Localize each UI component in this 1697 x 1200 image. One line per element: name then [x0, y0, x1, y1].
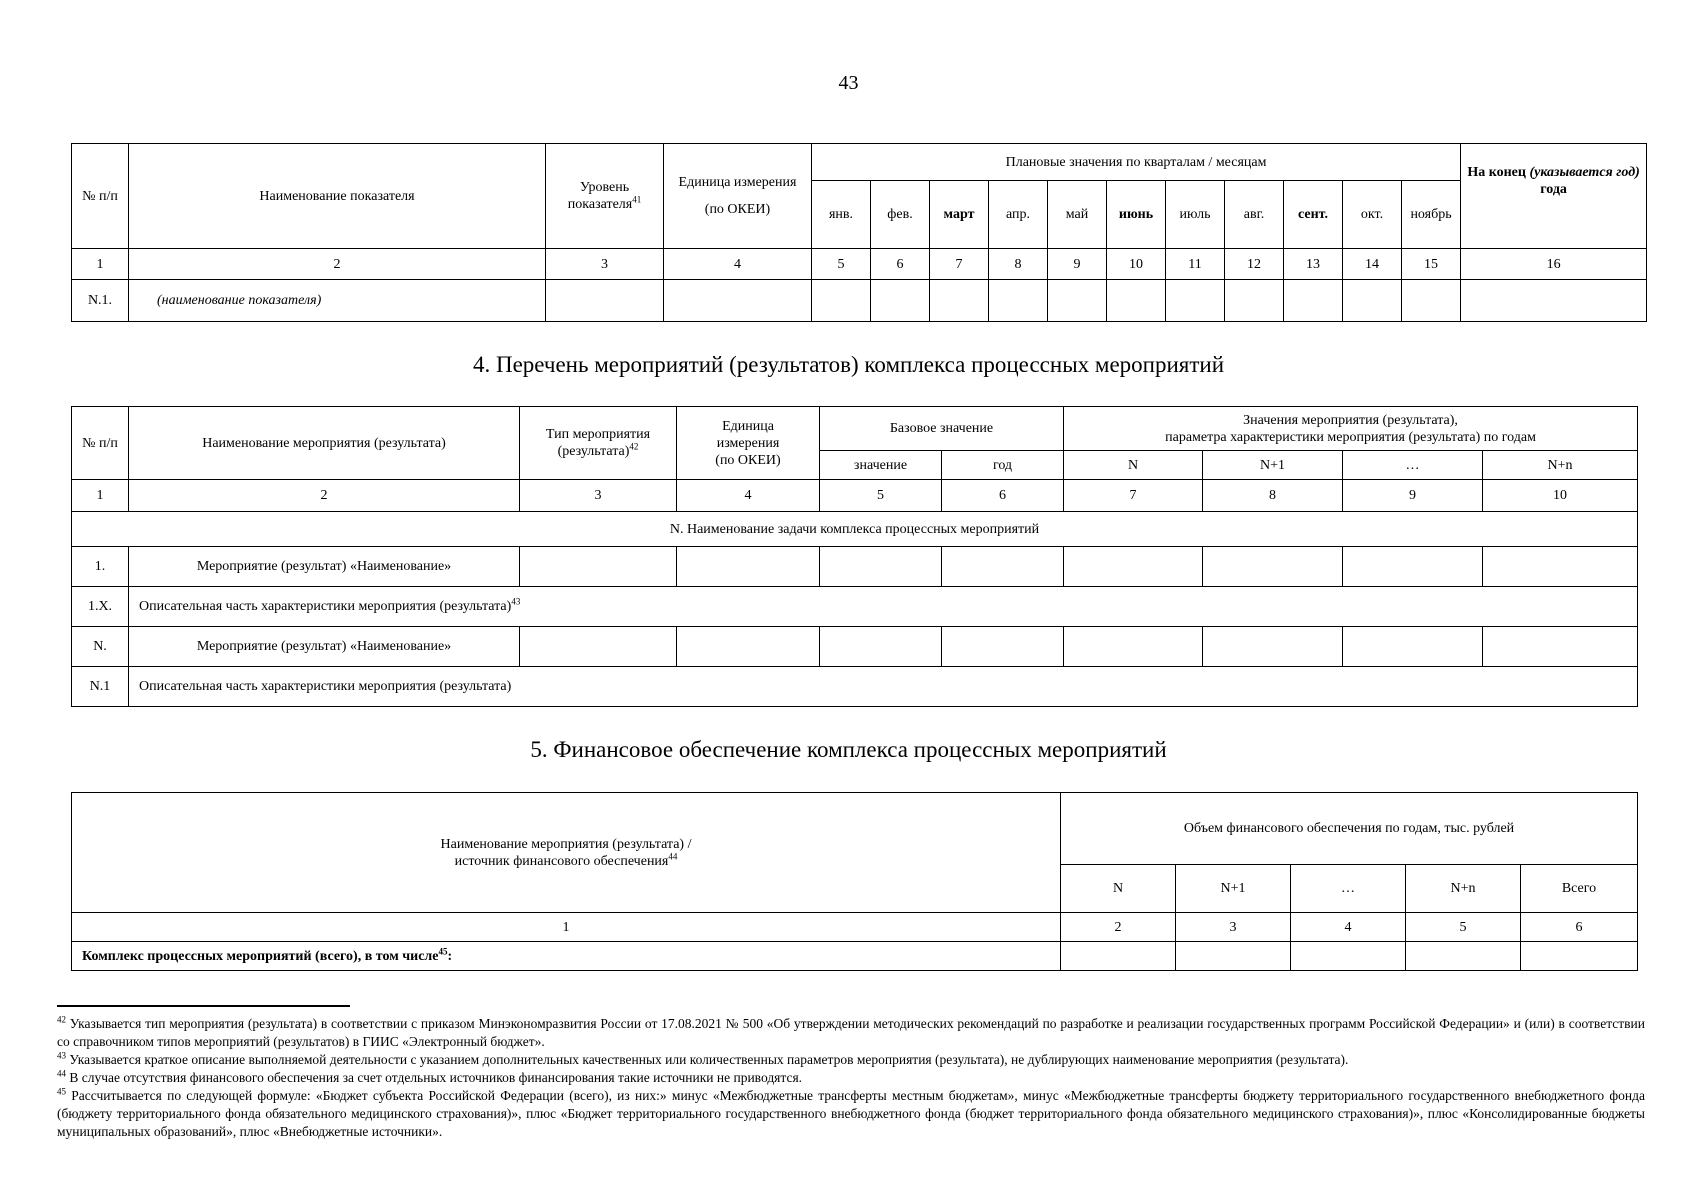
header-month: апр. [989, 181, 1048, 249]
cell [1461, 280, 1647, 322]
footnote: $^{42}$ Указывается тип мероприятия (результата) в соответствии с приказом Минэкономразвития России от 17.08.2021 № 500 «Об утверждении методических рекомендаций по разработке и реализации государственных программ Российской Федерации» и (или) в соответствии со справочником типов мероприятий (результатов) в ГИИС «Электронный бюджет». [57, 1014, 1645, 1049]
header-end-of-year: На конец (указывается год) года [1461, 144, 1647, 249]
header-year: N+1 [1176, 865, 1291, 913]
header-month: окт. [1343, 181, 1402, 249]
cell [1406, 942, 1521, 971]
task-row: N. Наименование задачи комплекса процессных мероприятий [72, 512, 1638, 547]
header-num: № п/п [72, 407, 129, 480]
row-num: N.1 [72, 667, 129, 707]
column-number: 15 [1402, 249, 1461, 280]
cell [1064, 627, 1203, 667]
header-year: N+n [1406, 865, 1521, 913]
header-year: … [1291, 865, 1406, 913]
header-month: май [1048, 181, 1107, 249]
header-base-value-value: значение [820, 451, 942, 480]
header-base-value-year: год [942, 451, 1064, 480]
section-4-title: 4. Перечень мероприятий (результатов) комплекса процессных мероприятий [472, 352, 1225, 377]
row-description: Описательная часть характеристики мероприятия (результата) [129, 667, 1638, 707]
header-financing-volume: Объем финансового обеспечения по годам, тыс. рублей [1061, 793, 1638, 865]
cell [520, 547, 677, 587]
cell [1402, 280, 1461, 322]
header-year: N [1064, 451, 1203, 480]
cell [930, 280, 989, 322]
column-number: 8 [989, 249, 1048, 280]
measures-table [71, 406, 1638, 707]
row-indicator-name: (наименование показателя) [129, 280, 546, 322]
column-number: 6 [1521, 913, 1638, 942]
column-number: 3 [546, 249, 664, 280]
cell [1291, 942, 1406, 971]
cell [1064, 547, 1203, 587]
column-number: 9 [1343, 480, 1483, 512]
cell [1343, 547, 1483, 587]
header-year: Всего [1521, 865, 1638, 913]
column-number: 9 [1048, 249, 1107, 280]
column-number: 2 [129, 480, 520, 512]
header-measure-type: Тип мероприятия (результата)$^{42}$ [520, 407, 677, 480]
column-number: 1 [72, 913, 1061, 942]
cell [942, 627, 1064, 667]
cell [546, 280, 664, 322]
header-month: фев. [871, 181, 930, 249]
header-month: июнь [1107, 181, 1166, 249]
cell [1203, 547, 1343, 587]
column-number: 4 [1291, 913, 1406, 942]
header-indicator-name: Наименование показателя [129, 144, 546, 249]
column-number: 2 [1061, 913, 1176, 942]
row-num: N.1. [72, 280, 129, 322]
cell [1061, 942, 1176, 971]
column-number: 10 [1107, 249, 1166, 280]
column-number: 13 [1284, 249, 1343, 280]
footnotes [57, 1015, 1645, 1141]
header-month: авг. [1225, 181, 1284, 249]
cell [1343, 280, 1402, 322]
cell [1107, 280, 1166, 322]
cell [1343, 627, 1483, 667]
cell [1166, 280, 1225, 322]
column-number: 3 [520, 480, 677, 512]
header-month: ноябрь [1402, 181, 1461, 249]
cell [664, 280, 812, 322]
column-number: 14 [1343, 249, 1402, 280]
row-measure-name: Мероприятие (результат) «Наименование» [129, 547, 520, 587]
column-number: 5 [820, 480, 942, 512]
header-year: N+n [1483, 451, 1638, 480]
column-number: 4 [664, 249, 812, 280]
cell [520, 627, 677, 667]
column-number: 8 [1203, 480, 1343, 512]
row-measure-name: Мероприятие (результат) «Наименование» [129, 627, 520, 667]
financing-table [71, 792, 1638, 971]
column-number: 1 [72, 249, 129, 280]
header-unit: Единица измерения (по ОКЕИ) [677, 407, 820, 480]
cell [1176, 942, 1291, 971]
column-number: 7 [1064, 480, 1203, 512]
column-number: 16 [1461, 249, 1647, 280]
page-number: 43 [838, 72, 859, 94]
header-year: N [1061, 865, 1176, 913]
cell [1521, 942, 1638, 971]
cell [1225, 280, 1284, 322]
header-planned-values: Плановые значения по кварталам / месяцам [812, 144, 1461, 181]
header-level: Уровень показателя$^{41}$ [546, 144, 664, 249]
cell [677, 627, 820, 667]
header-year: … [1343, 451, 1483, 480]
cell [989, 280, 1048, 322]
footnote: $^{44}$ В случае отсутствия финансового обеспечения за счет отдельных источников финансирования такие источники не приводятся. [57, 1068, 803, 1085]
header-month: июль [1166, 181, 1225, 249]
column-number: 6 [871, 249, 930, 280]
section-5-title: 5. Финансовое обеспечение комплекса процессных мероприятий [530, 737, 1167, 762]
cell [942, 547, 1064, 587]
header-base-value: Базовое значение [820, 407, 1064, 451]
cell [1203, 627, 1343, 667]
column-number: 2 [129, 249, 546, 280]
cell [677, 547, 820, 587]
cell [871, 280, 930, 322]
column-number: 1 [72, 480, 129, 512]
footnote: $^{43}$ Указывается краткое описание выполняемой деятельности с указанием дополнительных качественных или количественных параметров мероприятия (результата), не дублирующих наименование мероприятия (результата). [57, 1050, 1349, 1067]
column-number: 5 [812, 249, 871, 280]
footnote: $^{45}$ Рассчитывается по следующей формуле: «Бюджет субъекта Российской Федерации (всего), из них:» минус «Межбюджетные трансферты местным бюджетам», минус «Межбюджетные трансферты бюджету территориального государственного внебюджетного фонда (бюджету территориального фонда обязательного медицинского страхования)», плюс «Бюджет территориального государственного внебюджетного фонда (бюджет территориального фонда обязательного медицинского страхования)», плюс «Консолидированные бюджеты муниципальных образований», плюс «Внебюджетные источники». [57, 1086, 1645, 1139]
cell [1284, 280, 1343, 322]
column-number: 3 [1176, 913, 1291, 942]
row-num: N. [72, 627, 129, 667]
row-description: Описательная часть характеристики мероприятия (результата)$^{43}$ [129, 587, 1638, 627]
header-measure-source: Наименование мероприятия (результата) / источник финансового обеспечения$^{44}$ [72, 793, 1061, 913]
cell [1483, 547, 1638, 587]
column-number: 7 [930, 249, 989, 280]
header-measure-name: Наименование мероприятия (результата) [129, 407, 520, 480]
footnote-separator [57, 1005, 350, 1007]
column-number: 11 [1166, 249, 1225, 280]
header-month: янв. [812, 181, 871, 249]
column-number: 10 [1483, 480, 1638, 512]
cell [820, 547, 942, 587]
header-num: № п/п [72, 144, 129, 249]
row-num: 1.X. [72, 587, 129, 627]
cell [820, 627, 942, 667]
header-year: N+1 [1203, 451, 1343, 480]
column-number: 12 [1225, 249, 1284, 280]
header-month: сент. [1284, 181, 1343, 249]
indicators-table [71, 143, 1647, 322]
cell [1483, 627, 1638, 667]
column-number: 4 [677, 480, 820, 512]
header-month: март [930, 181, 989, 249]
column-number: 5 [1406, 913, 1521, 942]
row-complex-total: Комплекс процессных мероприятий (всего), в том числе$^{45}$: [72, 942, 1061, 971]
cell [812, 280, 871, 322]
cell [1048, 280, 1107, 322]
header-unit: Единица измерения (по ОКЕИ) [664, 144, 812, 249]
column-number: 6 [942, 480, 1064, 512]
row-num: 1. [72, 547, 129, 587]
header-values-by-year: Значения мероприятия (результата), параметра характеристики мероприятия (результата) по годам [1064, 407, 1638, 451]
